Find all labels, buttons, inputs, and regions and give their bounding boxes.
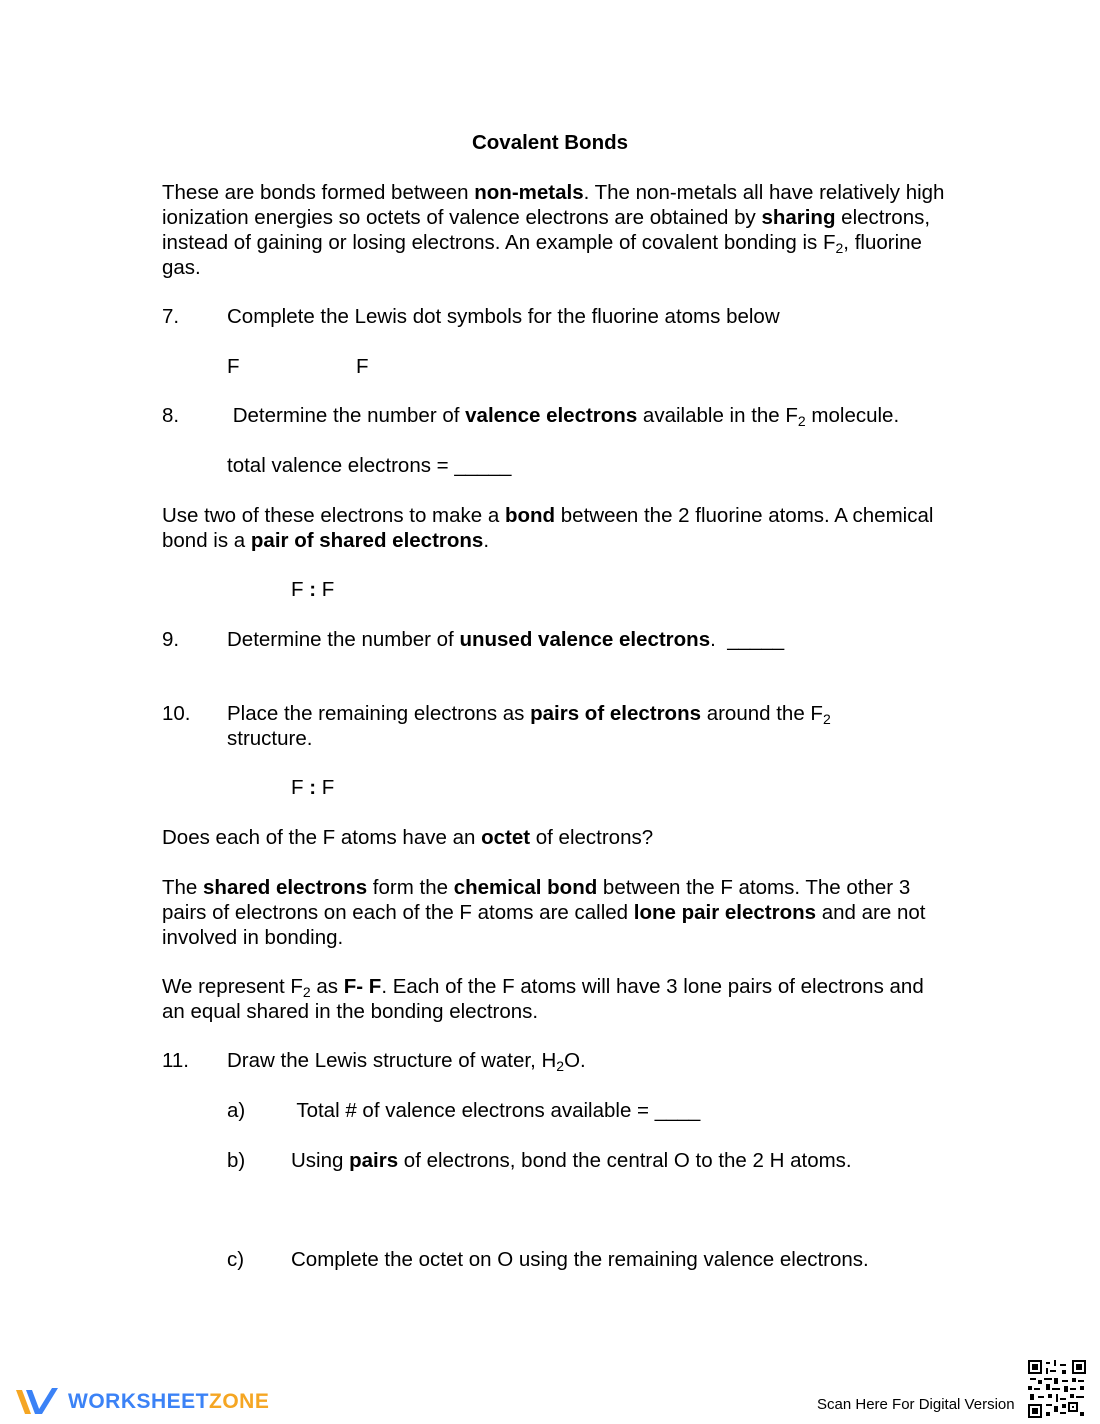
worksheetzone-logo[interactable] (14, 1384, 269, 1418)
sub-question-c-label: c) (227, 1248, 245, 1271)
question-number: 7. (162, 305, 180, 328)
sub-question-b-label: b) (227, 1149, 246, 1172)
question-number: 11. (162, 1049, 189, 1072)
f2-structure-1: F : F (291, 578, 335, 601)
representation-paragraph: We represent $F_2$ as F- F. Each of the F atoms will have 3 lone pairs of electrons and an equal shared in the bonding electrons. (162, 975, 924, 1023)
fluorine-atom-2: F (356, 355, 369, 378)
fluorine-atom-1: F (227, 355, 240, 378)
question-number: 9. (162, 628, 180, 651)
question-text: Draw the Lewis structure of water, $H_2O$. (227, 1049, 586, 1074)
question-number: 10. (162, 702, 191, 725)
octet-question: Does each of the F atoms have an octet of electrons? (162, 826, 654, 849)
question-text: Determine the number of valence electrons available in the $F_2$ molecule. (227, 404, 900, 429)
w-logo-icon (14, 1384, 62, 1418)
question-number: 8. (162, 404, 180, 427)
question-text: Determine the number of unused valence electrons. _____ (227, 628, 785, 651)
intro-paragraph: These are bonds formed between non-metals. The non-metals all have relatively high ionization energies so octets of valence electrons are obtained by sharing electrons, instead of gaining or losing electrons. An example of covalent bonding is $F_2$, fluorine gas. (162, 181, 945, 279)
sub-question-a-label: a) (227, 1099, 246, 1122)
question-text: Complete the Lewis dot symbols for the fluorine atoms below (227, 305, 780, 328)
page-title: Covalent Bonds (471, 131, 629, 154)
bond-paragraph: Use two of these electrons to make a bond between the 2 fluorine atoms. A chemical bond is a pair of shared electrons. (162, 504, 934, 552)
qr-code-icon[interactable] (1028, 1360, 1086, 1418)
sub-question-a-text: Total # of valence electrons available = ____ (291, 1099, 701, 1122)
sub-question-c-text: Complete the octet on O using the remaining valence electrons. (291, 1248, 869, 1271)
f2-structure-2: F : F (291, 776, 335, 799)
question-text: Place the remaining electrons as pairs of electrons around the $F_2$ structure. (227, 702, 831, 750)
scan-caption: Scan Here For Digital Version (817, 1396, 1015, 1413)
sub-question-b-text: Using pairs of electrons, bond the central O to the 2 H atoms. (291, 1149, 852, 1172)
total-valence-line: total valence electrons = _____ (227, 454, 512, 477)
logo-wordmark: WORKSHEETZONE (68, 1389, 270, 1413)
shared-electrons-paragraph: The shared electrons form the chemical bond between the F atoms. The other 3 pairs of electrons on each of the F atoms are called lone pair electrons and are not involved in bonding. (162, 876, 926, 949)
